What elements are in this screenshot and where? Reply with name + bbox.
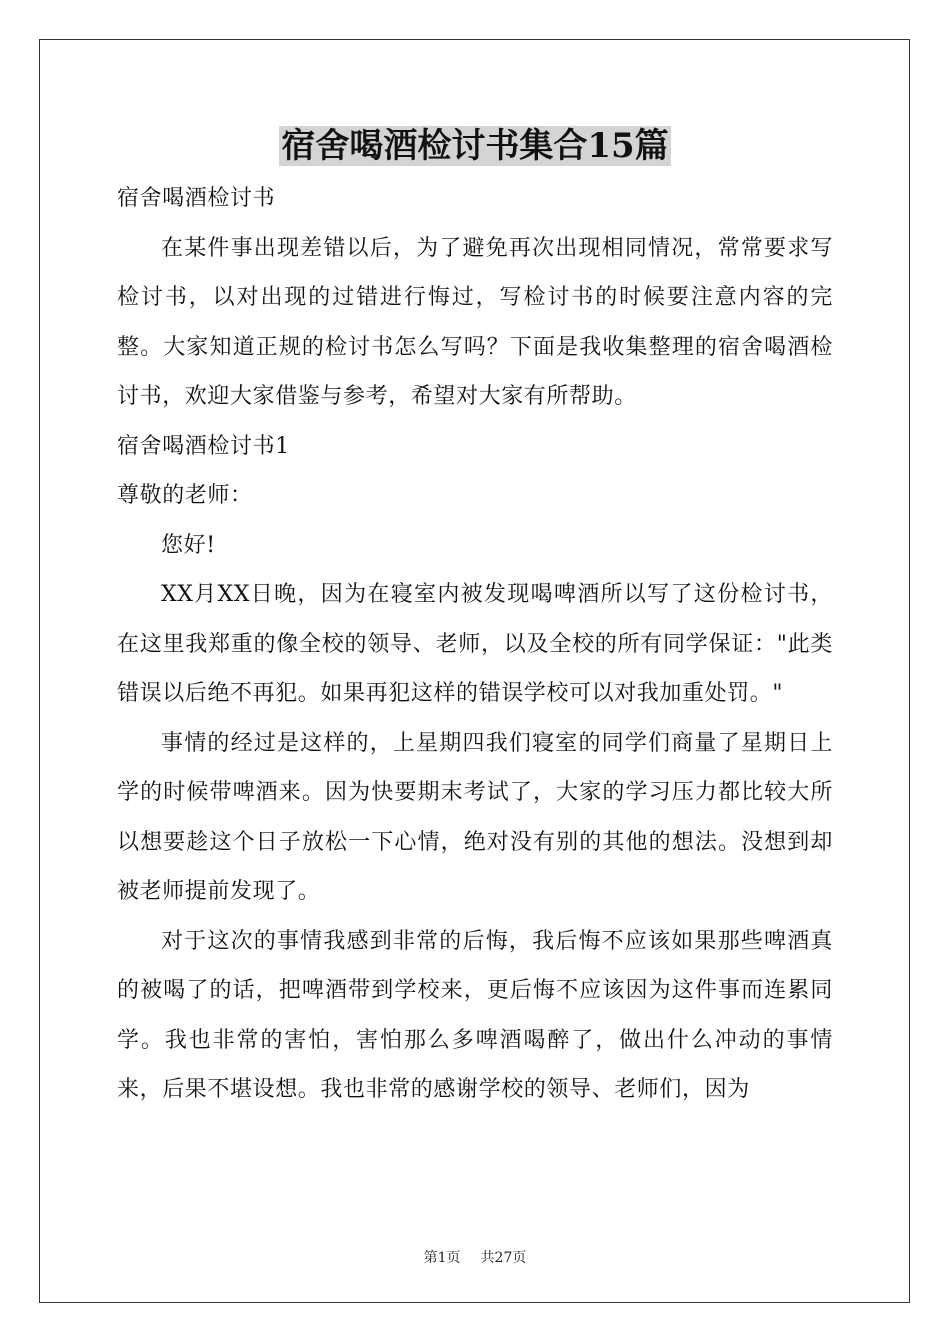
body-paragraph: 事情的经过是这样的，上星期四我们寝室的同学们商量了星期日上学的时候带啤酒来。因为快要期末考试了，大家的学习压力都比较大所以想要趁这个日子放松一下心情，绝对没有别的其他的想法。没想到却被老师提前发现了。 bbox=[117, 730, 833, 904]
salutation: 尊敬的老师： bbox=[117, 483, 253, 508]
document-title bbox=[0, 122, 950, 170]
body-paragraph: 对于这次的事情我感到非常的后悔，我后悔不应该如果那些啤酒真的被喝了的话，把啤酒带到学校来，更后悔不应该因为这件事而连累同学。我也非常的害怕，害怕那么多啤酒喝醉了，做出什么冲动的事情来，后果不堪设想。我也非常的感谢学校的领导、老师们，因为 bbox=[117, 928, 833, 1102]
body-paragraph: XX月XX日晚，因为在寝室内被发现喝啤酒所以写了这份检讨书，在这里我郑重的像全校的领导、老师，以及全校的所有同学保证："此类错误以后绝不再犯。如果再犯这样的错误学校可以对我加重处罚。" bbox=[117, 582, 833, 706]
letter-heading: 宿舍喝酒检讨书1 bbox=[117, 433, 290, 459]
greeting: 您好! bbox=[161, 532, 216, 558]
document-body bbox=[117, 174, 833, 1115]
intro-paragraph: 在某件事出现差错以后，为了避免再次出现相同情况，常常要求写检讨书，以对出现的过错进行悔过，写检讨书的时候要注意内容的完整。大家知道正规的检讨书怎么写吗？下面是我收集整理的宿舍喝酒检讨书，欢迎大家借鉴与参考，希望对大家有所帮助。 bbox=[117, 235, 833, 409]
current-page-label: 第1页 bbox=[423, 1250, 461, 1266]
page-footer bbox=[0, 1247, 950, 1267]
section-heading: 宿舍喝酒检讨书 bbox=[117, 186, 276, 211]
document-title-text: 宿舍喝酒检讨书集合15篇 bbox=[281, 126, 669, 166]
total-pages-label: 共27页 bbox=[480, 1250, 527, 1266]
